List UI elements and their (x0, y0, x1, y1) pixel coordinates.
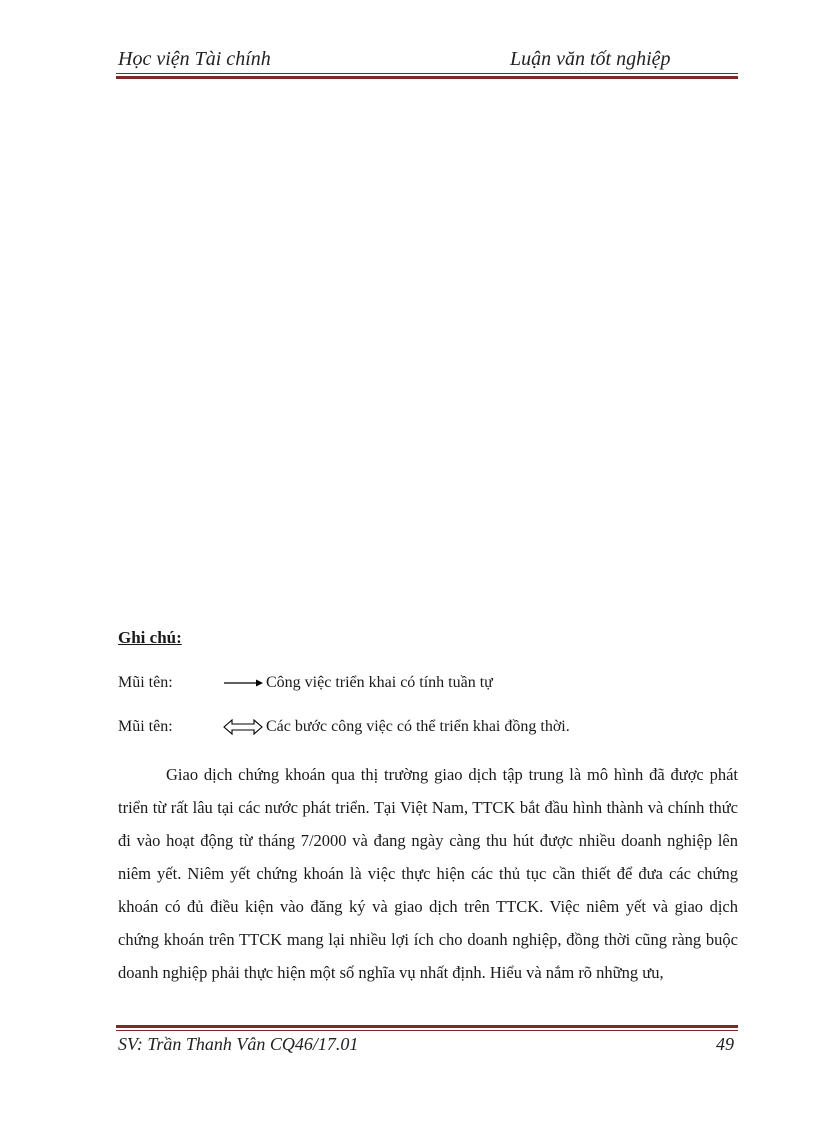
notes-title: Ghi chú: (118, 628, 182, 647)
footer-author: SV: Trần Thanh Vân CQ46/17.01 (118, 1034, 359, 1054)
double-arrow-icon (222, 718, 264, 738)
note-text: Các bước công việc có thể triển khai đồng thời. (266, 718, 570, 735)
note-text: Công việc triển khai có tính tuần tự (266, 674, 493, 691)
body-paragraph: Giao dịch chứng khoán qua thị trường giao dịch tập trung là mô hình đã được phát triển từ rất lâu tại các nước phát triển. Tại Việt Nam, TTCK bắt đầu hình thành và chính thức đi vào hoạt động từ tháng 7/2000 và đang ngày càng thu hút được nhiều doanh nghiệp lên niêm yết. Niêm yết chứng khoán là việc thực hiện các thủ tục cần thiết để đưa các chứng khoán có đủ điều kiện vào đăng ký và giao dịch trên TTCK. Việc niêm yết và giao dịch chứng khoán trên TTCK mang lại nhiều lợi ích cho doanh nghiệp, đồng thời cũng ràng buộc doanh nghiệp phải thực hiện một số nghĩa vụ nhất định. Hiểu và nắm rõ những ưu, (118, 765, 738, 982)
note-label: Mũi tên: (118, 718, 173, 735)
footer-rule (116, 1025, 738, 1031)
header-school: Học viện Tài chính (118, 48, 271, 70)
page-number: 49 (716, 1034, 734, 1054)
note-label: Mũi tên: (118, 674, 173, 691)
header-doc-type: Luận văn tốt nghiệp (510, 48, 671, 70)
header-rule (116, 73, 738, 79)
right-arrow-icon (222, 674, 264, 694)
